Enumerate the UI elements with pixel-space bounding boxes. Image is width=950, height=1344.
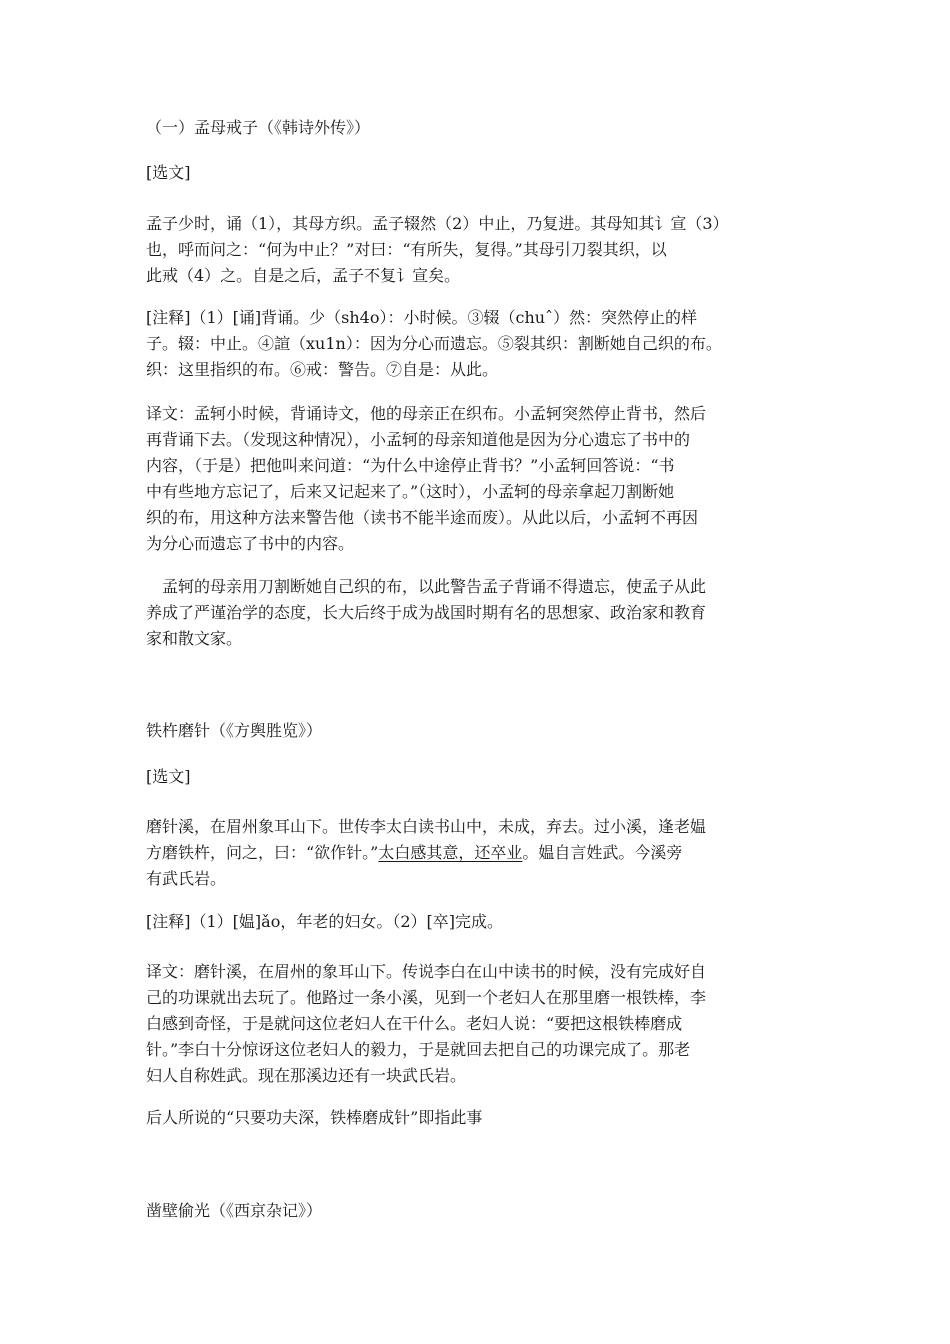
text-line: 织的布，用这种方法来警告他（读书不能半途而废）。从此以后，小孟轲不再因 <box>146 508 699 527</box>
story1-notes <box>146 305 816 383</box>
text-segment: 方磨铁杵，问之，曰：“欲作针。” <box>146 843 379 862</box>
text-line <box>146 840 816 866</box>
story1-title: （一）孟母戒子（《韩诗外传》） <box>146 118 371 137</box>
story2-section-label: [选文] <box>146 767 191 786</box>
text-line: 此戒（4）之。自是之后，孟子不复讠宣矣。 <box>146 266 461 285</box>
text-line: 为分心而遗忘了书中的内容。 <box>146 534 355 553</box>
text-line: [注释]（1）[诵]背诵。少（sh4o）：小时候。③辍（chuˆ）然：突然停止的样 <box>146 308 698 327</box>
text-line: 织：这里指织的布。⑥戒：警告。⑦自是：从此。 <box>146 360 499 379</box>
text-line: 有武氏岩。 <box>146 869 227 888</box>
underlined-phrase: 太白感其意，还卒业 <box>378 843 523 862</box>
text-line: 译文：孟轲小时候，背诵诗文，他的母亲正在织布。小孟轲突然停止背书，然后 <box>146 404 707 423</box>
text-line: 妇人自称姓武。现在那溪边还有一块武氏岩。 <box>146 1066 467 1085</box>
text-line: 也，呼而问之：“何为中止？”对曰：“有所失，复得。”其母引刀裂其织，以 <box>146 240 667 259</box>
story2-notes: [注释]（1）[媪]ǎo，年老的妇女。（2）[卒]完成。 <box>146 912 503 931</box>
text-line: 白感到奇怪，于是就问这位老妇人在干什么。老妇人说：“要把这根铁棒磨成 <box>146 1014 683 1033</box>
text-segment: 。媪自言姓武。今溪旁 <box>522 843 683 862</box>
text-line: 内容，（于是）把他叫来问道：“为什么中途停止背书？”小孟轲回答说：“书 <box>146 456 675 475</box>
text-line: 译文：磨针溪，在眉州的象耳山下。传说李白在山中读书的时候，没有完成好自 <box>146 962 707 981</box>
story1-commentary <box>146 574 816 652</box>
story2-commentary: 后人所说的“只要功夫深，铁棒磨成针”即指此事 <box>146 1108 483 1127</box>
text-line: 养成了严谨治学的态度，长大后终于成为战国时期有名的思想家、政治家和教育 <box>146 603 707 622</box>
text-line: 家和散文家。 <box>146 629 243 648</box>
text-line: 中有些地方忘记了，后来又记起来了。”（这时），小孟轲的母亲拿起刀割断她 <box>146 482 675 501</box>
story2-translation <box>146 959 816 1089</box>
story2-title: 铁杵磨针（《方舆胜览》） <box>146 721 323 740</box>
story3-title: 凿壁偷光（《西京杂记》） <box>146 1201 323 1220</box>
text-line: 孟子少时，诵（1），其母方织。孟子辍然（2）中止，乃复进。其母知其讠宣（3） <box>146 214 729 233</box>
text-line: 磨针溪，在眉州象耳山下。世传李太白读书山中，未成，弃去。过小溪，逢老媪 <box>146 817 707 836</box>
text-line: 再背诵下去。（发现这种情况），小孟轲的母亲知道他是因为分心遗忘了书中的 <box>146 430 691 449</box>
story1-section-label: [选文] <box>146 163 191 182</box>
text-line: 己的功课就出去玩了。他路过一条小溪，见到一个老妇人在那里磨一根铁棒，李 <box>146 988 707 1007</box>
story1-translation <box>146 401 816 557</box>
story2-original-text <box>146 814 816 892</box>
text-line: 针。”李白十分惊讶这位老妇人的毅力，于是就回去把自己的功课完成了。那老 <box>146 1040 691 1059</box>
story1-original-text <box>146 211 816 289</box>
text-line: 子。辍：中止。④諠（xu1n）：因为分心而遗忘。⑤裂其织：割断她自己织的布。 <box>146 334 722 353</box>
text-line: 孟轲的母亲用刀割断她自己织的布，以此警告孟子背诵不得遗忘，使孟子从此 <box>162 577 707 596</box>
